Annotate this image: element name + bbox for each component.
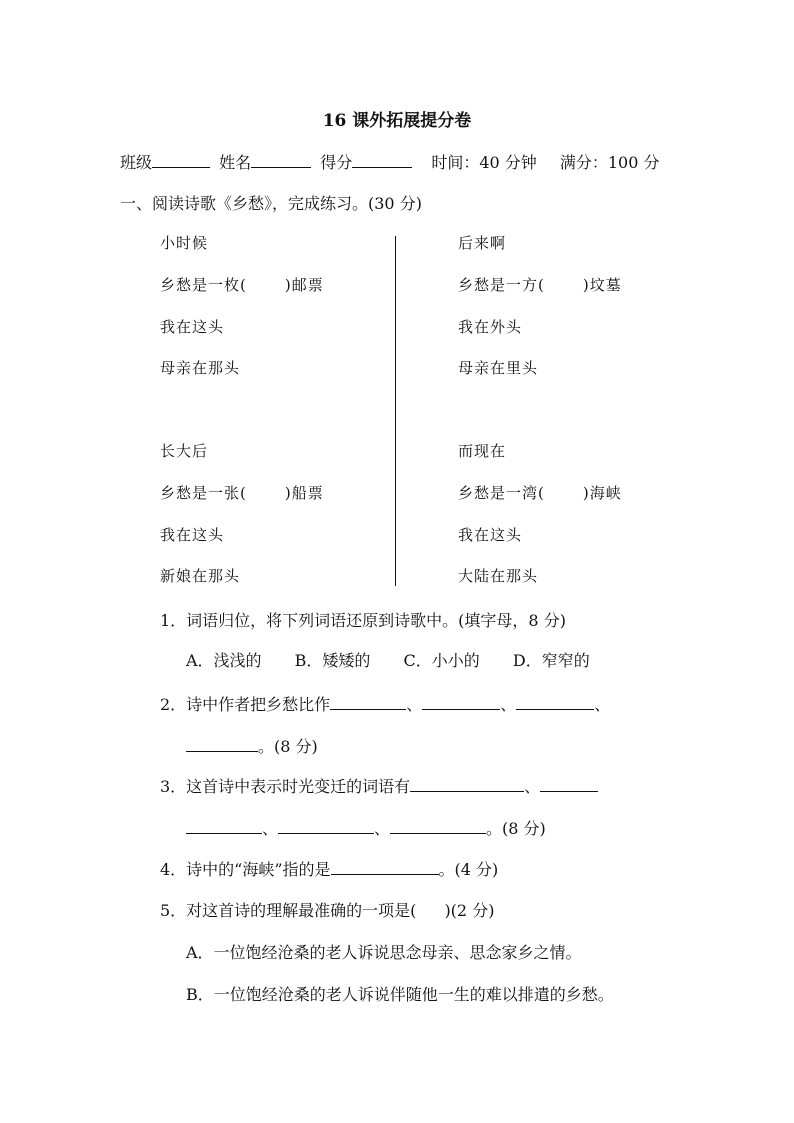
- name-label: 姓名: [219, 153, 252, 172]
- poem-line: 后来啊: [458, 234, 507, 252]
- time-text: 时间：40 分钟: [431, 153, 537, 172]
- poem-line: 我在这头: [160, 526, 225, 544]
- poem-line: 新娘在那头: [160, 567, 241, 585]
- poem-line: 母亲在里头: [458, 359, 539, 377]
- answer-field[interactable]: [186, 819, 262, 834]
- question-2-cont: 。(8 分): [186, 734, 318, 757]
- poem-line: 小时候: [160, 234, 209, 252]
- answer-field[interactable]: [331, 860, 439, 875]
- question-4: 4．诗中的“海峡”指的是 。(4 分): [160, 860, 499, 879]
- class-label: 班级: [120, 153, 153, 172]
- poem-line: 我在外头: [458, 318, 523, 336]
- page-title: 16 课外拓展提分卷: [322, 111, 472, 131]
- poem-line: 乡愁是一湾( )海峡: [458, 484, 622, 502]
- option-a: A．浅浅的: [186, 651, 262, 670]
- section-heading: 一、阅读诗歌《乡愁》，完成练习。(30 分): [120, 194, 422, 213]
- poem-line: 大陆在那头: [458, 567, 539, 585]
- option-c: C．小小的: [403, 651, 480, 670]
- score-field[interactable]: [352, 153, 412, 168]
- answer-field[interactable]: [516, 695, 594, 710]
- question-1: 1．词语归位，将下列词语还原到诗歌中。(填字母，8 分): [160, 611, 566, 630]
- full-score-text: 满分：100 分: [559, 153, 660, 172]
- answer-field[interactable]: [410, 777, 524, 792]
- answer-field[interactable]: [390, 819, 486, 834]
- name-field[interactable]: [251, 153, 311, 168]
- poem-line: 乡愁是一方( )坟墓: [458, 276, 622, 294]
- answer-field[interactable]: [330, 695, 406, 710]
- question-3-cont: 、 、 。(8 分): [186, 816, 546, 839]
- answer-field[interactable]: [278, 819, 374, 834]
- option-d: D．窄窄的: [512, 651, 590, 670]
- option-b: B．矮矮的: [294, 651, 371, 670]
- question-5-option-b: B．一位饱经沧桑的老人诉说伴随他一生的难以排遣的乡愁。: [186, 985, 614, 1004]
- poem-divider: [395, 236, 396, 586]
- answer-field[interactable]: [186, 737, 258, 752]
- poem-line: 乡愁是一枚( )邮票: [160, 276, 324, 294]
- poem-line: 我在这头: [458, 526, 523, 544]
- question-1-options: [186, 648, 590, 671]
- question-2: 2．诗中作者把乡愁比作 、 、 、: [160, 695, 611, 714]
- question-5-option-a: A．一位饱经沧桑的老人诉说思念母亲、思念家乡之情。: [186, 943, 582, 962]
- poem-line: 而现在: [458, 442, 507, 460]
- class-field[interactable]: [152, 153, 210, 168]
- header-row: [120, 150, 660, 173]
- question-5: 5．对这首诗的理解最准确的一项是( )(2 分): [160, 901, 495, 920]
- answer-field[interactable]: [422, 695, 500, 710]
- question-3: 3．这首诗中表示时光变迁的词语有 、: [160, 774, 598, 797]
- poem-line: 我在这头: [160, 318, 225, 336]
- poem-line: 长大后: [160, 442, 209, 460]
- poem-line: 乡愁是一张( )船票: [160, 484, 324, 502]
- answer-field[interactable]: [540, 777, 598, 792]
- poem-line: 母亲在那头: [160, 359, 241, 377]
- score-label: 得分: [320, 153, 353, 172]
